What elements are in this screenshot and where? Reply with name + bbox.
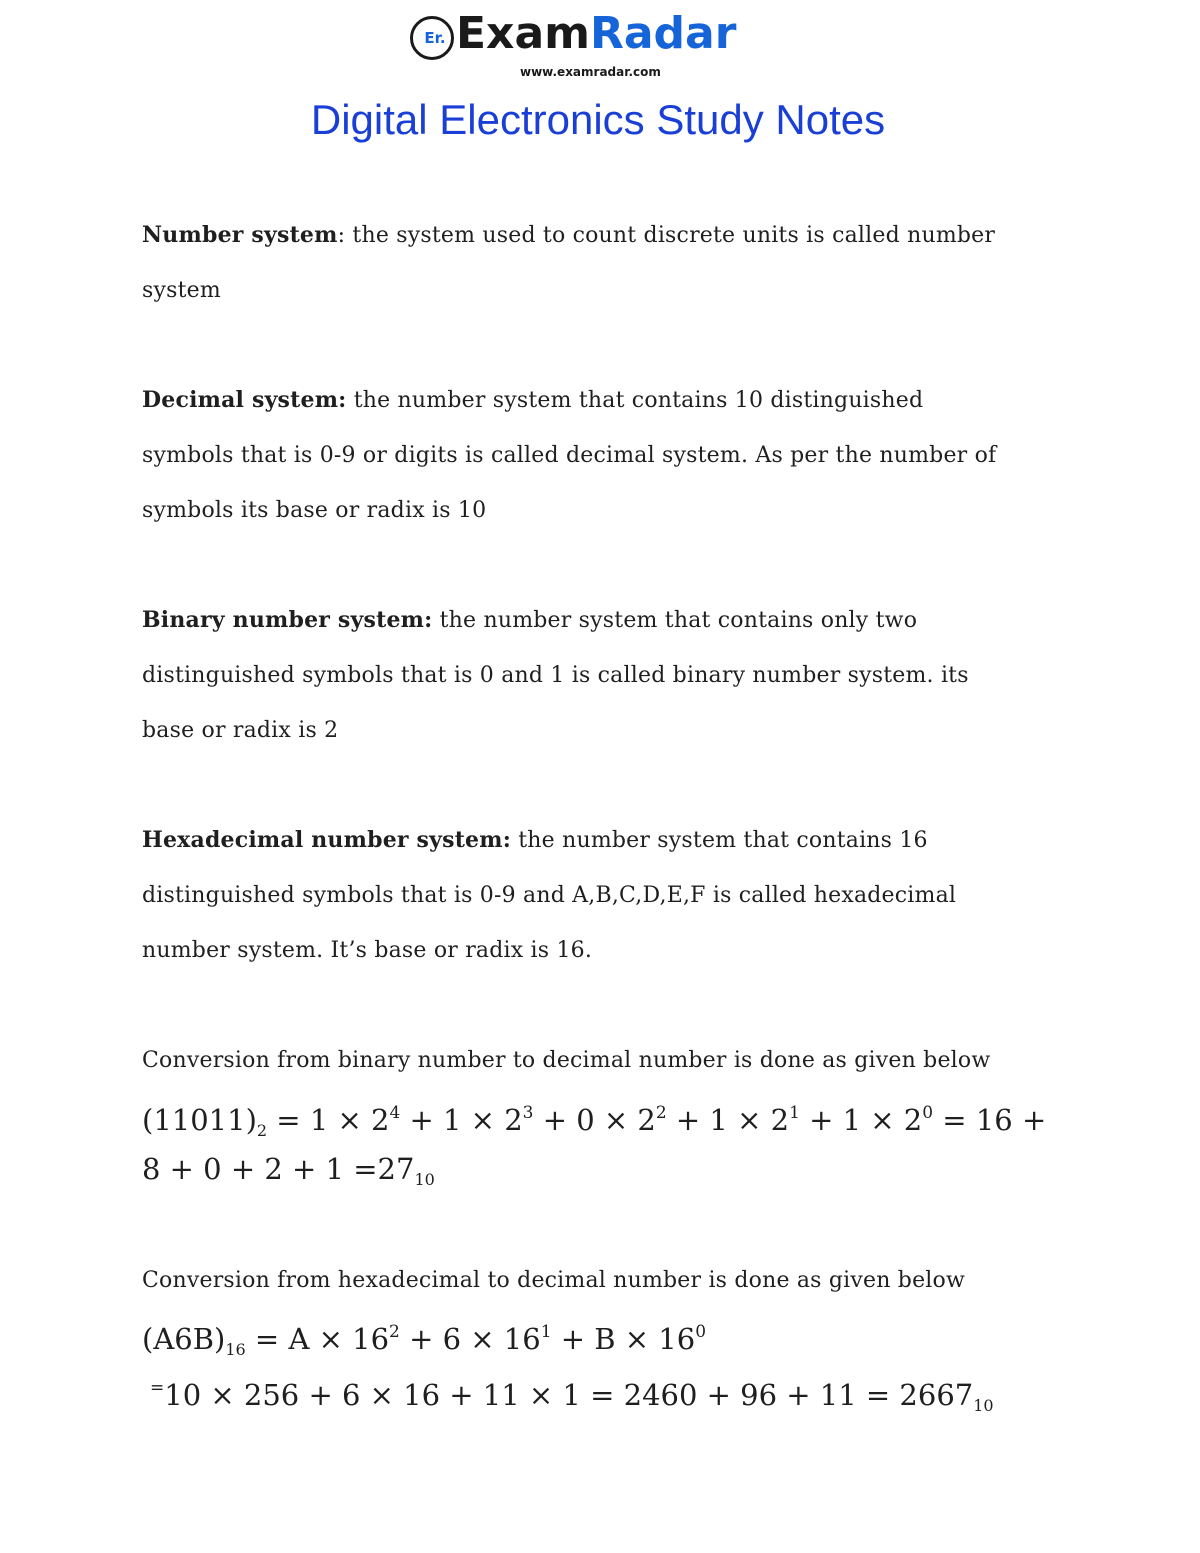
eq-text: = A × 16 bbox=[245, 1322, 390, 1356]
eq-exponent: 2 bbox=[655, 1103, 667, 1123]
binary-system-text-2: distinguished symbols that is 0 and 1 is called binary number system. its bbox=[142, 663, 969, 688]
decimal-system-text-1: the number system that contains 10 distinguished bbox=[346, 388, 924, 413]
eq-text: + 1 × 2 bbox=[799, 1103, 923, 1137]
logo-wordmark bbox=[456, 8, 736, 59]
eq-equals: = bbox=[150, 1378, 165, 1398]
eq-exponent: 4 bbox=[389, 1103, 401, 1123]
hex-conversion-equation-2 bbox=[150, 1360, 1090, 1434]
eq-text: (11011) bbox=[142, 1103, 257, 1137]
examradar-logo bbox=[410, 8, 770, 84]
logo-badge-text: Er. bbox=[424, 29, 446, 47]
eq-text: 10 × 256 + 6 × 16 + 11 × 1 = 2460 + 96 + 11 = 2667 bbox=[164, 1378, 974, 1412]
eq-text: + 1 × 2 bbox=[666, 1103, 790, 1137]
hex-system-text-3: number system. It’s base or radix is 16. bbox=[142, 938, 593, 963]
eq-text: + 1 × 2 bbox=[400, 1103, 523, 1137]
binary-system-term: Binary number system: bbox=[142, 607, 433, 633]
eq-text: = 1 × 2 bbox=[267, 1103, 390, 1137]
decimal-system-term: Decimal system: bbox=[142, 387, 347, 413]
number-system-text-1: : the system used to count discrete units is called number bbox=[337, 223, 996, 248]
page-title: Digital Electronics Study Notes bbox=[310, 96, 886, 143]
eq-exponent: 2 bbox=[389, 1322, 400, 1342]
hex-conversion-intro: Conversion from hexadecimal to decimal number is done as given below bbox=[142, 1268, 966, 1293]
eq-exponent: 0 bbox=[695, 1322, 707, 1342]
eq-text: + 0 × 2 bbox=[533, 1103, 656, 1137]
eq-exponent: 1 bbox=[540, 1322, 552, 1342]
decimal-system-text-3: symbols its base or radix is 10 bbox=[142, 498, 487, 523]
number-system-term: Number system bbox=[142, 222, 338, 248]
decimal-system-definition bbox=[142, 373, 1072, 538]
eq-text: + B × 16 bbox=[551, 1322, 696, 1356]
binary-system-text-3: base or radix is 2 bbox=[142, 718, 339, 743]
decimal-system-text-2: symbols that is 0-9 or digits is called decimal system. As per the number of bbox=[142, 443, 997, 468]
logo-badge bbox=[410, 16, 454, 60]
eq-exponent: 0 bbox=[922, 1103, 934, 1123]
binary-system-definition bbox=[142, 593, 1072, 758]
eq-base: 16 bbox=[225, 1340, 246, 1359]
binary-conversion-intro: Conversion from binary number to decimal number is done as given below bbox=[142, 1048, 991, 1073]
logo-word-exam: Exam bbox=[456, 8, 590, 59]
hex-system-term: Hexadecimal number system: bbox=[142, 827, 512, 853]
binary-system-text-1: the number system that contains only two bbox=[432, 608, 918, 633]
binary-conversion-equation-2 bbox=[142, 1141, 1082, 1208]
eq-text: = 16 + bbox=[933, 1103, 1047, 1137]
hex-system-text-1: the number system that contains 16 bbox=[511, 828, 928, 853]
logo-word-radar: Radar bbox=[589, 8, 737, 59]
logo-url: www.examradar.com bbox=[520, 65, 661, 79]
hex-system-definition bbox=[142, 813, 1072, 978]
number-system-definition bbox=[142, 208, 1072, 318]
eq-base: 2 bbox=[256, 1121, 268, 1140]
eq-exponent: 1 bbox=[789, 1103, 800, 1123]
eq-exponent: 3 bbox=[522, 1103, 534, 1123]
eq-text: + 6 × 16 bbox=[399, 1322, 541, 1356]
eq-text: (A6B) bbox=[142, 1322, 226, 1356]
eq-base: 10 bbox=[973, 1396, 994, 1415]
eq-text: 8 + 0 + 2 + 1 =27 bbox=[142, 1152, 415, 1186]
hex-system-text-2: distinguished symbols that is 0-9 and A,B,C,D,E,F is called hexadecimal bbox=[142, 883, 957, 908]
eq-base: 10 bbox=[414, 1170, 435, 1189]
number-system-text-2: system bbox=[142, 278, 221, 303]
